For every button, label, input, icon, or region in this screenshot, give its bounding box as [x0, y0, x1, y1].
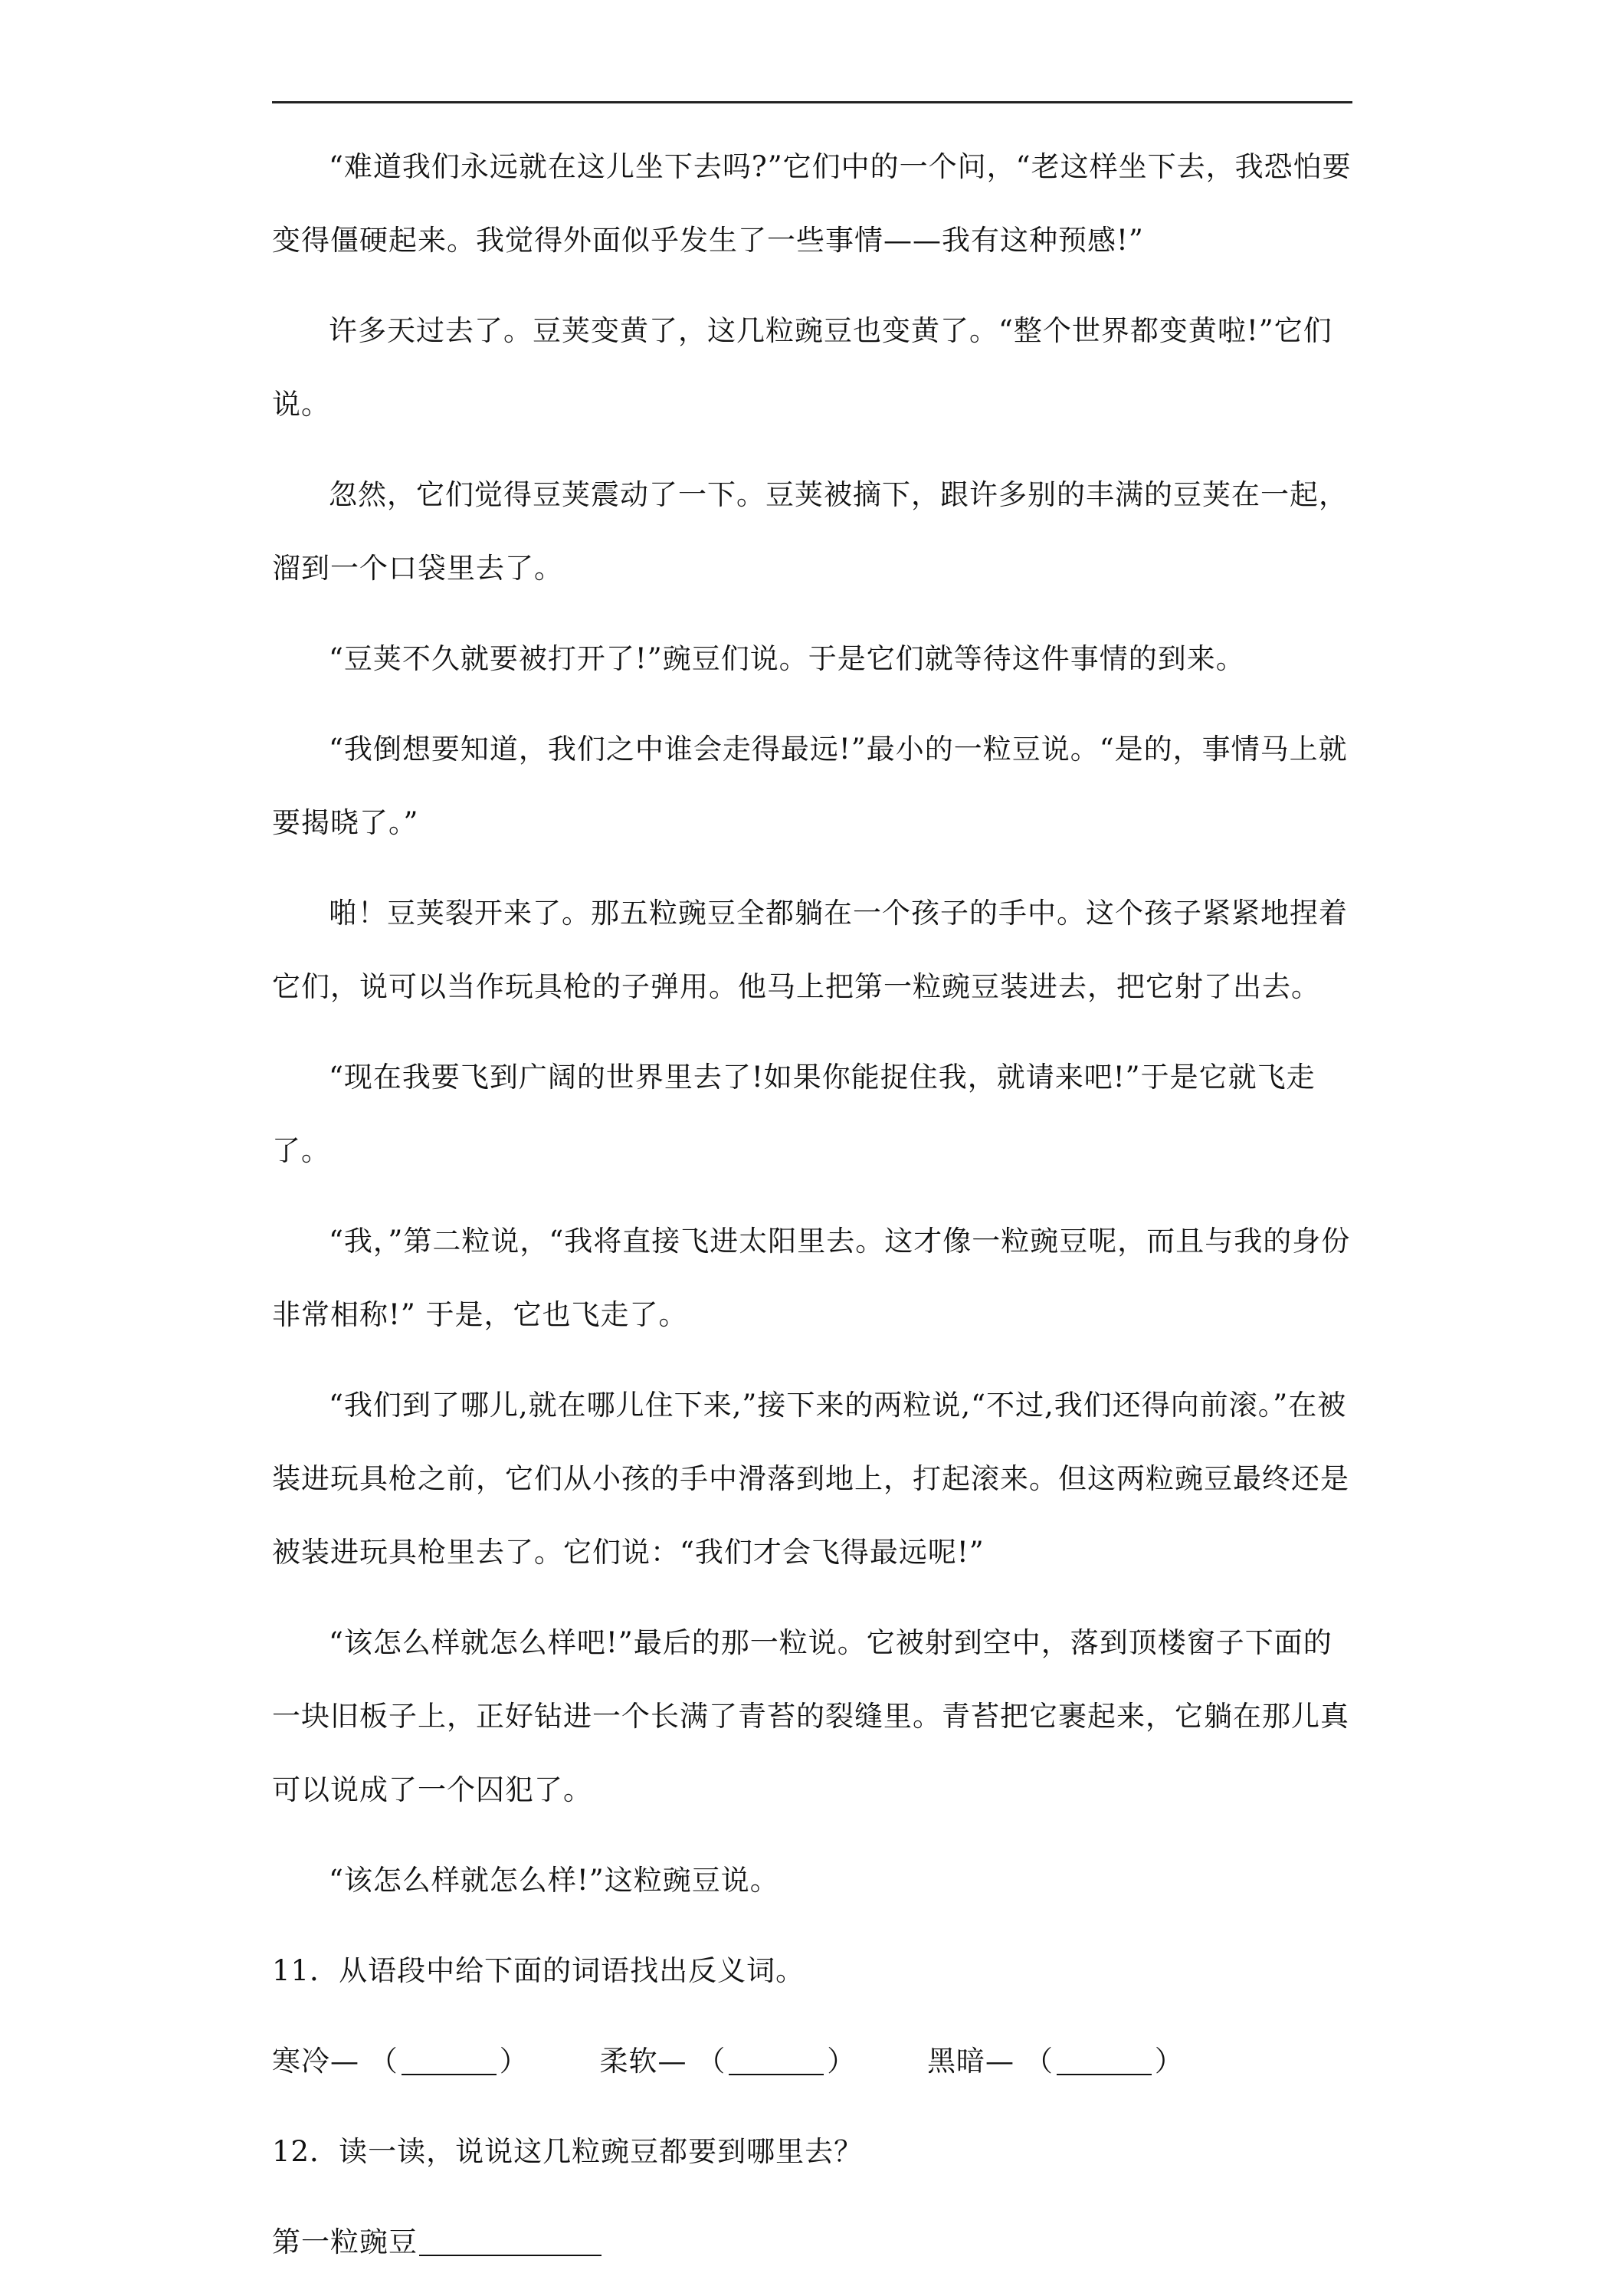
paragraph: 啪！豆荚裂开来了。那五粒豌豆全都躺在一个孩子的手中。这个孩子紧紧地捏着它们，说可以当作玩具枪的子弹用。他马上把第一粒豌豆装进去，把它射了出去。 — [272, 897, 1348, 1003]
paragraph: “豆荚不久就要被打开了!”豌豆们说。于是它们就等待这件事情的到来。 — [329, 642, 1245, 675]
paragraph: “我，”第二粒说，“我将直接飞进太阳里去。这才像一粒豌豆呢，而且与我的身份非常相称!” 于是，它也飞走了。 — [272, 1225, 1351, 1331]
first-pea-answer — [272, 2206, 1352, 2279]
antonym-pair — [272, 2025, 529, 2098]
paragraph: 许多天过去了。豆荚变黄了，这几粒豌豆也变黄了。“整个世界都变黄啦!”它们说。 — [272, 314, 1332, 421]
paragraph: 忽然，它们觉得豆荚震动了一下。豆荚被摘下，跟许多别的丰满的豆荚在一起，溜到一个口袋里去了。 — [272, 478, 1348, 585]
answer-blank[interactable] — [1057, 2045, 1152, 2075]
question-11: 11．从语段中给下面的词语找出反义词。 — [272, 1954, 805, 1987]
question-12: 12．读一读，说说这几粒豌豆都要到哪里去？ — [272, 2135, 864, 2168]
answer-paren: （ ） — [1024, 2045, 1184, 2078]
antonym-pair — [600, 2025, 857, 2098]
paragraph: “我们到了哪儿,就在哪儿住下来,”接下来的两粒说,“不过,我们还得向前滚。”在被装进玩具枪之前，它们从小孩的手中滑落到地上，打起滚来。但这两粒豌豆最终还是被装进玩具枪里去了。它们说：“我们才会飞得最远呢!” — [272, 1389, 1349, 1569]
paragraph: “该怎么样就怎么样!”这粒豌豆说。 — [329, 1864, 779, 1897]
antonym-pair — [927, 2025, 1184, 2098]
header-rule — [272, 101, 1352, 103]
paragraph: “现在我要飞到广阔的世界里去了!如果你能捉住我，就请来吧!”于是它就飞走了。 — [272, 1061, 1316, 1167]
document-body — [272, 130, 1352, 2296]
answer-paren: （ ） — [697, 2045, 857, 2078]
antonym-word: 寒冷— — [272, 2045, 359, 2078]
answer-blank[interactable] — [402, 2045, 497, 2075]
first-pea-label: 第一粒豌豆 — [272, 2225, 418, 2258]
antonym-word: 柔软— — [599, 2045, 687, 2078]
antonym-answers — [272, 2025, 1352, 2098]
paragraph: “该怎么样就怎么样吧!”最后的那一粒说。它被射到空中，落到顶楼窗子下面的一块旧板子上，正好钻进一个长满了青苔的裂缝里。青苔把它裹起来，它躺在那儿真可以说成了一个囚犯了。 — [272, 1626, 1349, 1806]
answer-blank[interactable] — [419, 2225, 601, 2256]
answer-blank[interactable] — [729, 2045, 824, 2075]
paragraph: “我倒想要知道，我们之中谁会走得最远!”最小的一粒豆说。“是的，事情马上就要揭晓了。” — [272, 733, 1348, 839]
paragraph: “难道我们永远就在这儿坐下去吗?”它们中的一个问，“老这样坐下去，我恐怕要变得僵硬起来。我觉得外面似乎发生了一些事情——我有这种预感!” — [272, 150, 1352, 257]
answer-paren: （ ） — [369, 2045, 529, 2078]
antonym-word: 黑暗— — [927, 2045, 1015, 2078]
